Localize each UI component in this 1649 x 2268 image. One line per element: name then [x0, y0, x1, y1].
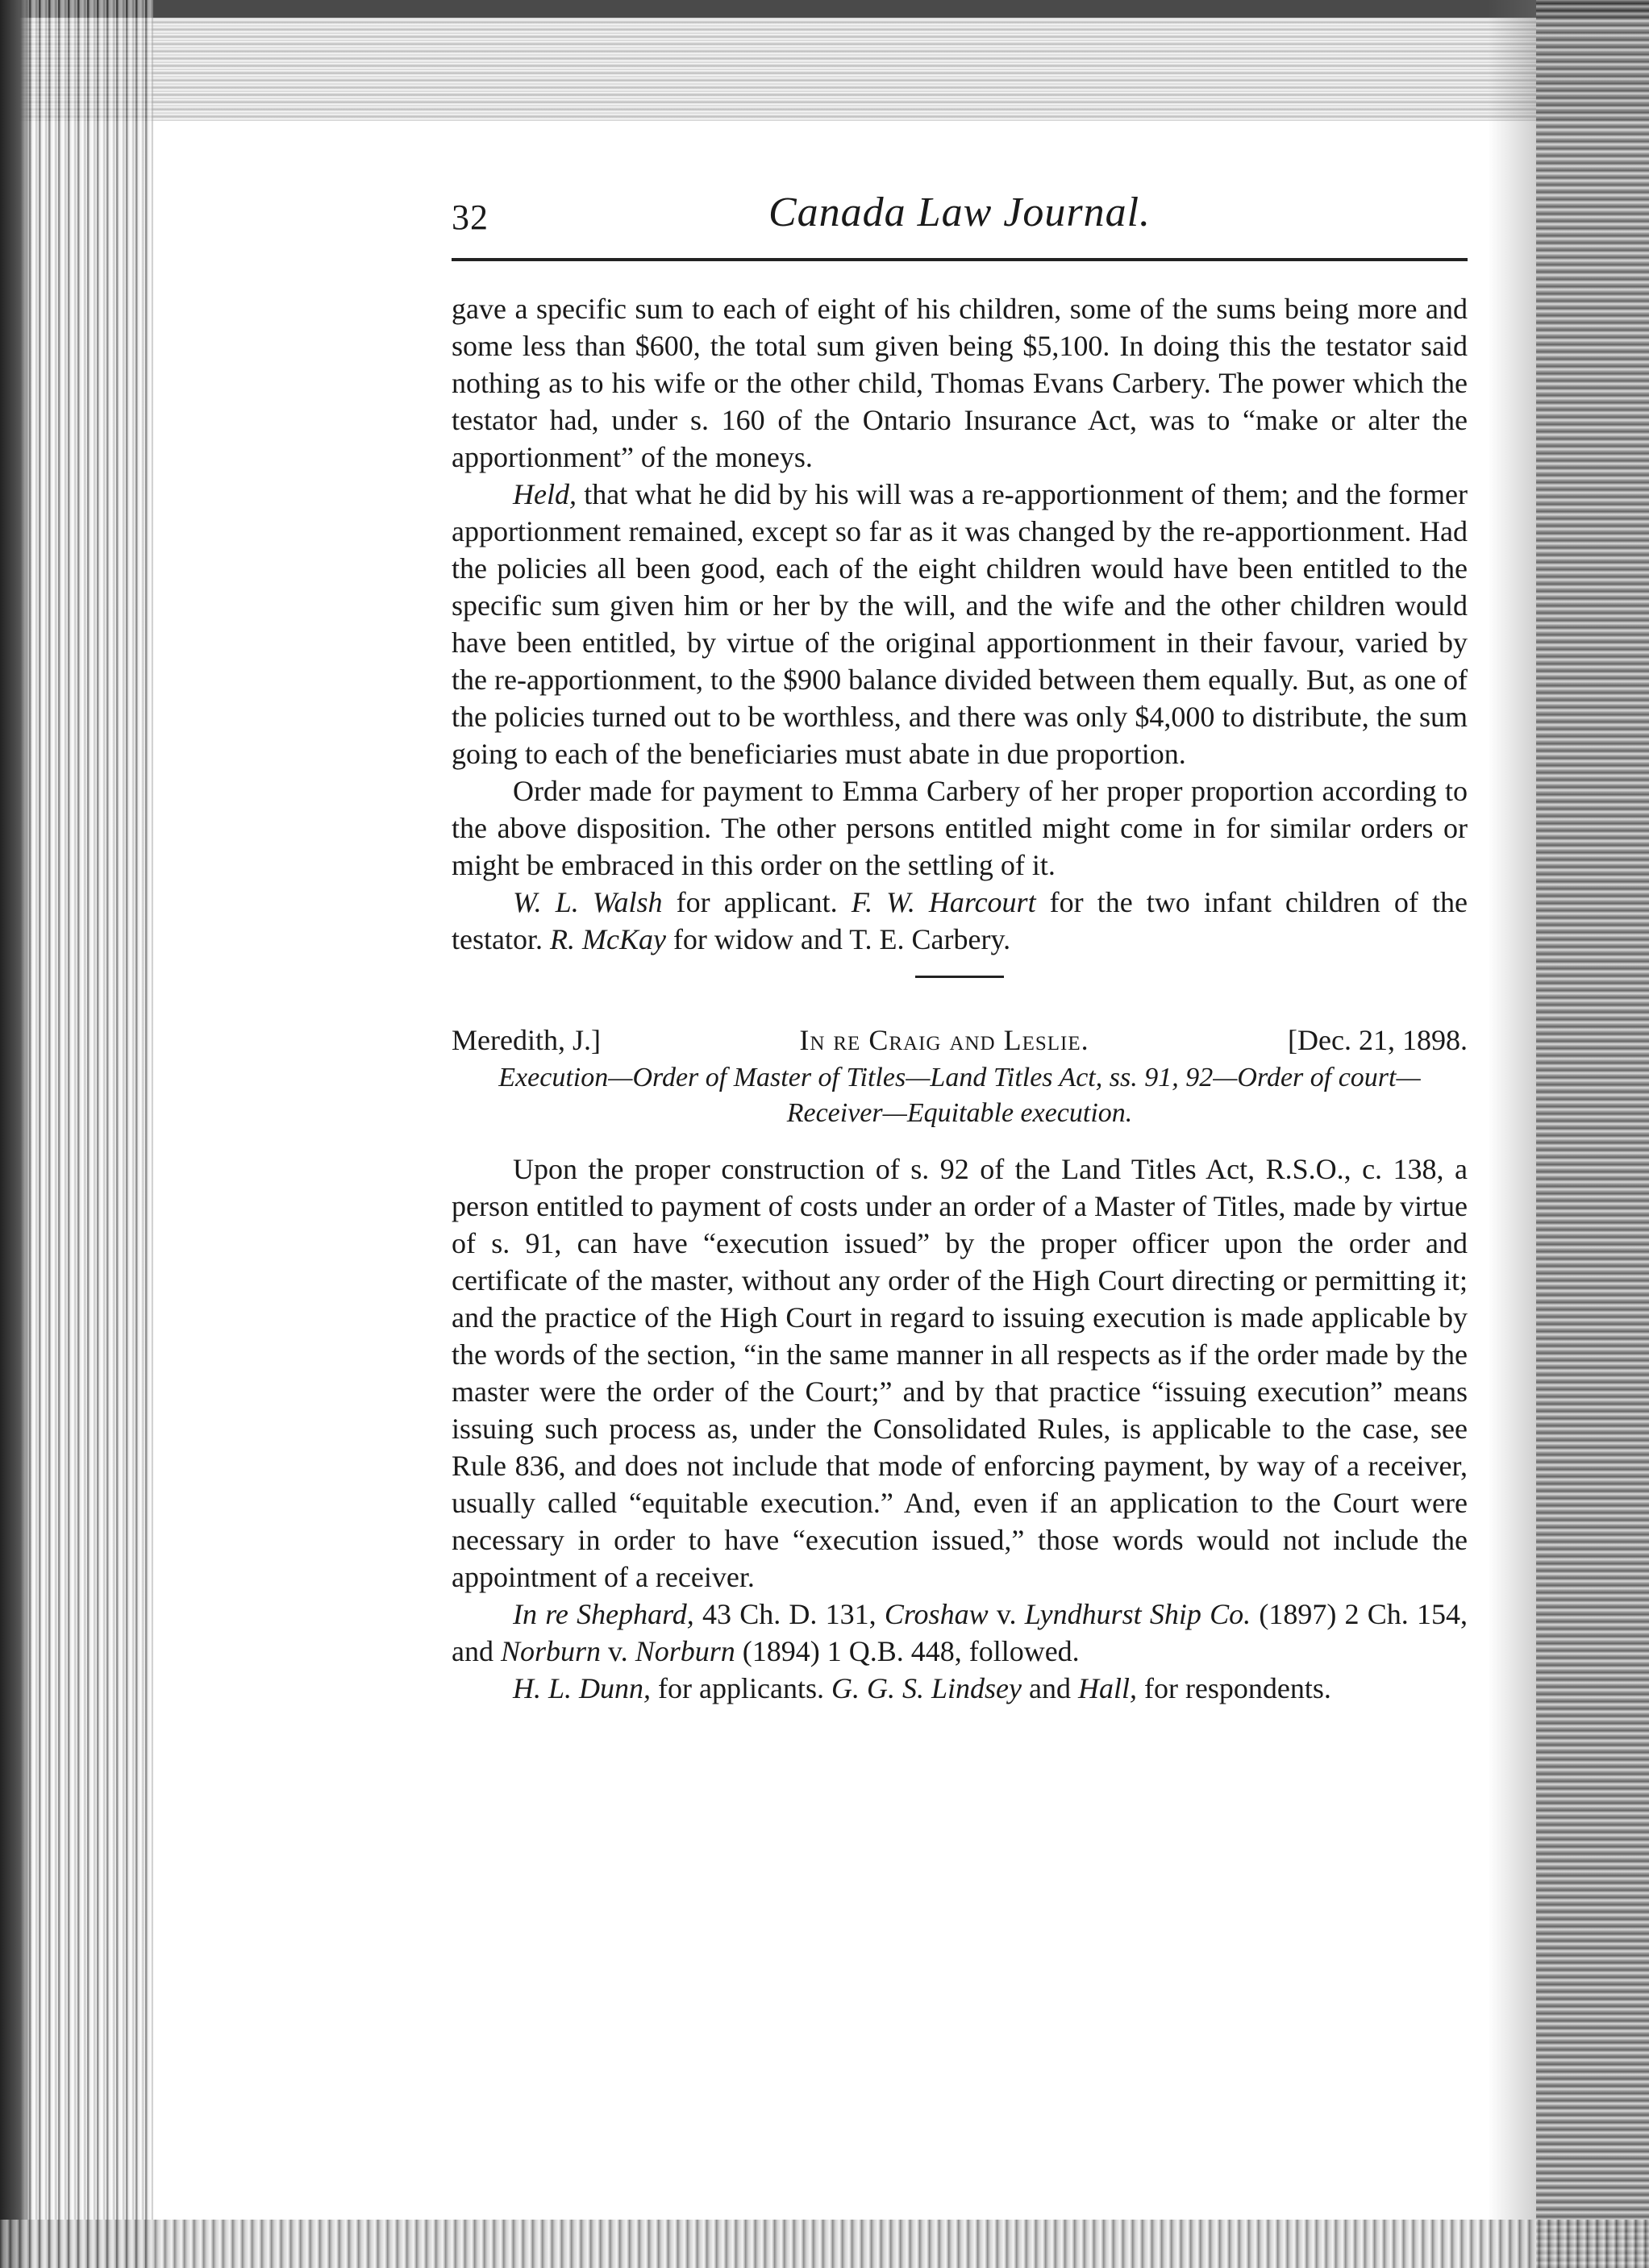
citation-text: (1894) 1 Q.B. 448, followed.: [735, 1635, 1080, 1667]
case-two-holding: Upon the proper construction of s. 92 of the Land Titles Act, R.S.O., c. 138, a person entitled to payment of costs under an order of a Master of Titles, made by virtue of s. 91, can have “execution issued” by the proper officer upon the order and certificate of the master, without any order of the High Court directing or permitting it; and the practice of the High Court in regard to issuing execution is made applicable by the words of the section, “in the same manner in all respects as if the order made by the master were the order of the Court;” and by that practice “issuing execution” means issuing such process as, under the Consolidated Rules, is applicable to the case, see Rule 836, and does not include that mode of enforcing payment, by way of a receiver, usually called “equitable execution.” And, even if an application to the Court were necessary in order to have “execution issued,” those words would not include the appointment of a receiver.: [452, 1153, 1468, 1593]
citation-text: v.: [988, 1598, 1025, 1630]
case-name: In re Craig and Leslie.: [799, 1024, 1089, 1056]
case-two-citations: [452, 1596, 1468, 1670]
counsel-name: Hall,: [1077, 1672, 1137, 1704]
case-one-counsel: [452, 884, 1468, 958]
section-divider: [915, 976, 1004, 978]
counsel-name: W. L. Walsh: [513, 886, 663, 918]
citation-text: v.: [601, 1635, 635, 1667]
cited-case: Norburn: [635, 1635, 735, 1667]
holding-text: that what he did by his will was a re-apportionment of them; and the former apportionment remained, except so far as it was changed by the re-apportionment. Had the policies all been good, each of the eight children would have been entitled to the specific sum given him or her by the will, and the wife and the other children would have been entitled, by virtue of the original apportionment in their favour, varied by the re-apportionment, to the $900 balance divided between them equally. But, as one of the policies turned out to be worthless, and there was only $4,000 to distribute, the sum going to each of the beneficiaries must abate in due proportion.: [452, 478, 1468, 770]
cited-case: Norburn: [500, 1635, 602, 1667]
citation-text: 43 Ch. D. 131,: [693, 1598, 885, 1630]
running-head: [452, 185, 1468, 258]
case-two-headnote: Execution—Order of Master of Titles—Land Titles Act, ss. 91, 92—Order of court—Receiver—Equitable execution.: [498, 1063, 1421, 1128]
case-date: [Dec. 21, 1898.: [1288, 1024, 1468, 1056]
counsel-name: F. W. Harcourt: [851, 886, 1036, 918]
scan-border-right-fade: [1488, 0, 1536, 2268]
scan-border-bottom: [0, 2220, 1649, 2268]
counsel-name: H. L. Dunn,: [513, 1672, 652, 1704]
page-number: 32: [452, 198, 489, 237]
held-label: Held,: [513, 478, 577, 510]
citation-text: (1897) 2 Ch. 154, and: [452, 1598, 1468, 1667]
header-rule: [452, 258, 1468, 261]
scan-border-top-shadow: [0, 0, 1649, 18]
scan-border-top: [0, 0, 1649, 121]
counsel-role: for respondents.: [1136, 1672, 1331, 1704]
cited-case: Croshaw: [884, 1598, 989, 1630]
scan-border-right: [1536, 0, 1649, 2268]
journal-title: Canada Law Journal.: [768, 189, 1151, 235]
counsel-role: for applicant.: [662, 886, 852, 918]
cited-case: In re Shephard,: [513, 1598, 694, 1630]
scan-border-left-shadow: [0, 0, 32, 2268]
case-one-order: Order made for payment to Emma Carbery of her proper proportion according to the above disposition. The other persons entitled might come in for similar orders or might be embraced in this order on the settling of it.: [452, 775, 1468, 881]
counsel-name: R. McKay: [549, 923, 666, 955]
counsel-role: for applicants.: [651, 1672, 831, 1704]
cited-case: Lyndhurst Ship Co.: [1024, 1598, 1251, 1630]
case-one-holding: [452, 476, 1468, 772]
counsel-name: G. G. S. Lindsey: [831, 1672, 1022, 1704]
judge-name: Meredith, J.]: [452, 1024, 601, 1056]
counsel-role: and: [1021, 1672, 1078, 1704]
journal-page: [452, 185, 1468, 1707]
case-two-title-line: [452, 1022, 1468, 1059]
counsel-role: for widow and T. E. Carbery.: [665, 923, 1011, 955]
counsel-role: for the two infant children of the testator.: [452, 886, 1468, 955]
case-one-report: [452, 290, 1468, 958]
case-one-facts: gave a specific sum to each of eight of his children, some of the sums being more and some less than $600, the total sum given being $5,100. In doing this the testator said nothing as to his wife or the other child, Thomas Evans Carbery. The power which the testator had, under s. 160 of the Ontario Insurance Act, was to “make or alter the apportionment” of the moneys.: [452, 293, 1468, 473]
case-two-counsel: [452, 1670, 1468, 1707]
case-two-report: [452, 1151, 1468, 1707]
